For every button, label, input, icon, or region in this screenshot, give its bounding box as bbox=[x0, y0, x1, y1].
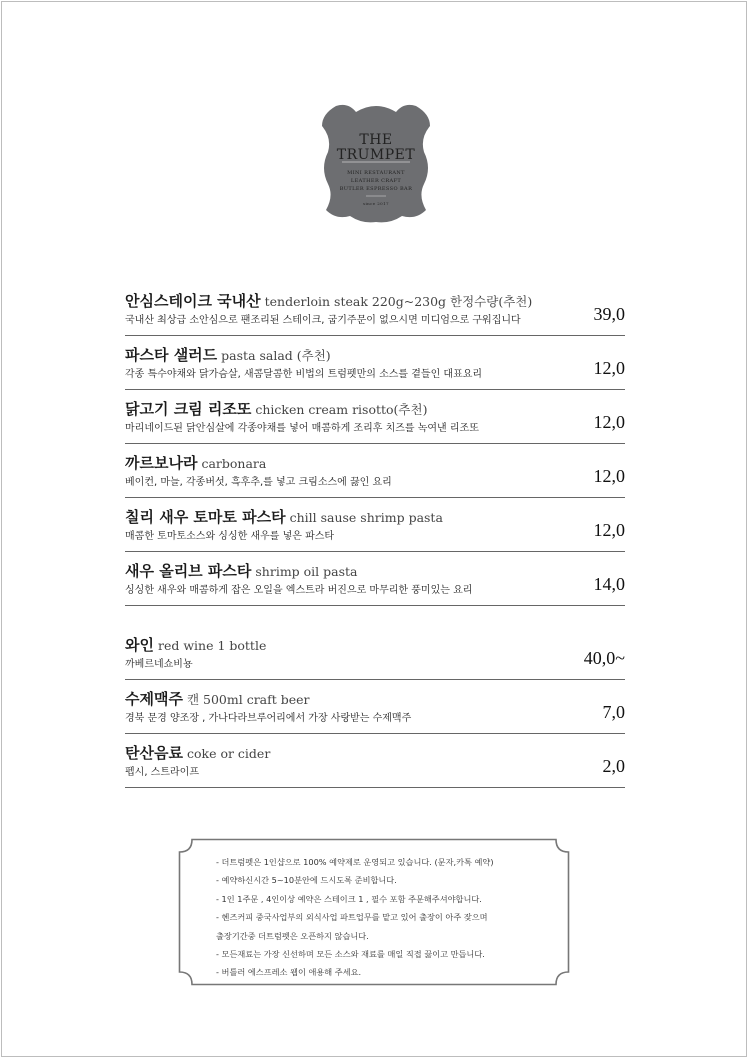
notice-list bbox=[216, 853, 494, 982]
menu-item-title bbox=[125, 290, 532, 311]
menu-item-description: 마리네이드된 닭안심살에 각종야채를 넣어 매콤하게 조리후 치즈를 녹여낸 리조또 bbox=[125, 423, 479, 434]
menu-item-name-en: carbonara bbox=[201, 456, 267, 471]
menu-item-divider bbox=[125, 733, 625, 734]
menu-item bbox=[125, 742, 625, 796]
food-section bbox=[125, 290, 625, 614]
menu-item-price: 14,0 bbox=[593, 574, 625, 594]
menu-item-title bbox=[125, 634, 266, 655]
notice-line: 출장기간중 더트럼펫은 오픈하지 않습니다. bbox=[216, 930, 369, 941]
menu-item-divider bbox=[125, 787, 625, 788]
menu-item-price: 7,0 bbox=[602, 702, 625, 722]
menu-item-divider bbox=[125, 389, 625, 390]
menu-item-price: 40,0~ bbox=[583, 648, 625, 668]
menu-item-price: 2,0 bbox=[602, 756, 625, 776]
menu-item-price: 12,0 bbox=[593, 466, 625, 486]
menu-item-name-en: shrimp oil pasta bbox=[255, 564, 358, 579]
notice-line: - 예약하신시간 5~10분안에 드시도록 준비합니다. bbox=[216, 875, 397, 886]
menu-item-description: 까베르네쇼비뇽 bbox=[125, 659, 193, 670]
menu-item-description: 매콤한 토마토소스와 싱싱한 새우를 넣은 파스타 bbox=[125, 531, 335, 542]
notice-line: - 더트럼펫은 1인샵으로 100% 예약제로 운영되고 있습니다. (문자,카톡 예약) bbox=[216, 857, 494, 867]
logo-sub-line3: BUTLER ESPRESSO BAR bbox=[339, 186, 413, 192]
trumpet-logo bbox=[316, 98, 436, 230]
menu-list bbox=[125, 290, 625, 796]
logo-sub-line1: MINI RESTAURANT bbox=[347, 170, 405, 176]
menu-item-name-ko: 파스타 샐러드 bbox=[125, 346, 218, 364]
section-gap bbox=[125, 614, 625, 634]
menu-item-price: 12,0 bbox=[593, 412, 625, 432]
leather-hide-icon bbox=[316, 98, 436, 230]
logo-sub-line2: LEATHER CRAFT bbox=[350, 178, 402, 184]
menu-item-divider bbox=[125, 443, 625, 444]
menu-item-name-en: tenderloin steak 220g~230g 한정수량(추천) bbox=[264, 294, 533, 309]
menu-item bbox=[125, 290, 625, 344]
menu-item-title bbox=[125, 560, 357, 581]
menu-item-title bbox=[125, 688, 310, 709]
menu-item-divider bbox=[125, 605, 625, 606]
menu-item-title bbox=[125, 742, 270, 763]
menu-item-divider bbox=[125, 335, 625, 336]
menu-item-price: 39,0 bbox=[593, 304, 625, 324]
menu-item-name-ko: 와인 bbox=[125, 636, 154, 654]
menu-item-divider bbox=[125, 497, 625, 498]
menu-item-name-ko: 수제맥주 bbox=[125, 690, 183, 708]
logo-name-line1: THE bbox=[359, 132, 393, 148]
menu-item bbox=[125, 560, 625, 614]
menu-item-description: 펩시, 스트라이프 bbox=[125, 767, 199, 778]
logo-name-line2: TRUMPET bbox=[336, 147, 416, 163]
menu-item bbox=[125, 344, 625, 398]
menu-item-title bbox=[125, 452, 266, 473]
menu-item bbox=[125, 452, 625, 506]
menu-item-name-en: red wine 1 bottle bbox=[157, 638, 267, 653]
drink-section bbox=[125, 634, 625, 796]
menu-item bbox=[125, 398, 625, 452]
menu-item-description: 싱싱한 새우와 매콤하게 잡은 오일을 엑스트라 버진으로 마무리한 풍미있는 요리 bbox=[125, 585, 473, 596]
menu-item-name-ko: 칠리 새우 토마토 파스타 bbox=[125, 508, 286, 526]
menu-item-name-ko: 닭고기 크림 리조또 bbox=[125, 400, 252, 418]
menu-item-name-en: 캔 500ml craft beer bbox=[186, 692, 310, 707]
menu-item-name-ko: 탄산음료 bbox=[125, 744, 183, 762]
menu-item-title bbox=[125, 398, 427, 419]
menu-item-name-en: chill sause shrimp pasta bbox=[289, 510, 443, 525]
menu-item bbox=[125, 506, 625, 560]
menu-item-title bbox=[125, 506, 443, 527]
menu-item-divider bbox=[125, 679, 625, 680]
menu-item-name-en: chicken cream risotto(추천) bbox=[255, 402, 428, 417]
menu-item-price: 12,0 bbox=[593, 358, 625, 378]
logo-since: since 2017 bbox=[363, 201, 389, 206]
menu-item-description: 경북 문경 양조장 , 가나다라브루어리에서 가장 사랑받는 수제맥주 bbox=[125, 713, 412, 724]
menu-item bbox=[125, 634, 625, 688]
notice-line: - 1인 1주문 , 4인이상 예약은 스테이크 1 , 필수 포함 주문해주셔야합니다. bbox=[216, 893, 482, 904]
menu-item-divider bbox=[125, 551, 625, 552]
menu-item-name-en: coke or cider bbox=[186, 746, 271, 761]
notice-line: - 버틀러 에스프레소 웹이 애용해 주세요. bbox=[216, 967, 362, 978]
menu-item-title bbox=[125, 344, 331, 365]
menu-item-name-en: pasta salad (추천) bbox=[221, 348, 331, 363]
menu-item-name-ko: 새우 올리브 파스타 bbox=[125, 562, 252, 580]
menu-item-description: 국내산 최상급 소안심으로 팬조리된 스테이크, 굽기주문이 없으시면 미디엄으로 구워집니다 bbox=[125, 315, 521, 326]
menu-item bbox=[125, 688, 625, 742]
notice-line: - 헨즈커피 중국사업부의 외식사업 파트업무를 맡고 있어 출장이 아주 잦으며 bbox=[216, 912, 488, 923]
menu-item-name-ko: 까르보나라 bbox=[125, 454, 198, 472]
menu-item-description: 각종 특수야채와 닭가슴살, 새콤달콤한 비법의 트럼펫만의 소스를 곁들인 대표요리 bbox=[125, 369, 483, 380]
menu-item-price: 12,0 bbox=[593, 520, 625, 540]
menu-item-description: 베이컨, 마늘, 각종버섯, 흑후추,를 넣고 크림소스에 끓인 요리 bbox=[125, 477, 392, 488]
menu-item-name-ko: 안심스테이크 국내산 bbox=[125, 292, 261, 310]
notice-box bbox=[178, 838, 570, 986]
notice-line: - 모든재료는 가장 신선하며 모든 소스와 재료를 매일 직접 끓이고 만듭니다. bbox=[216, 949, 485, 960]
